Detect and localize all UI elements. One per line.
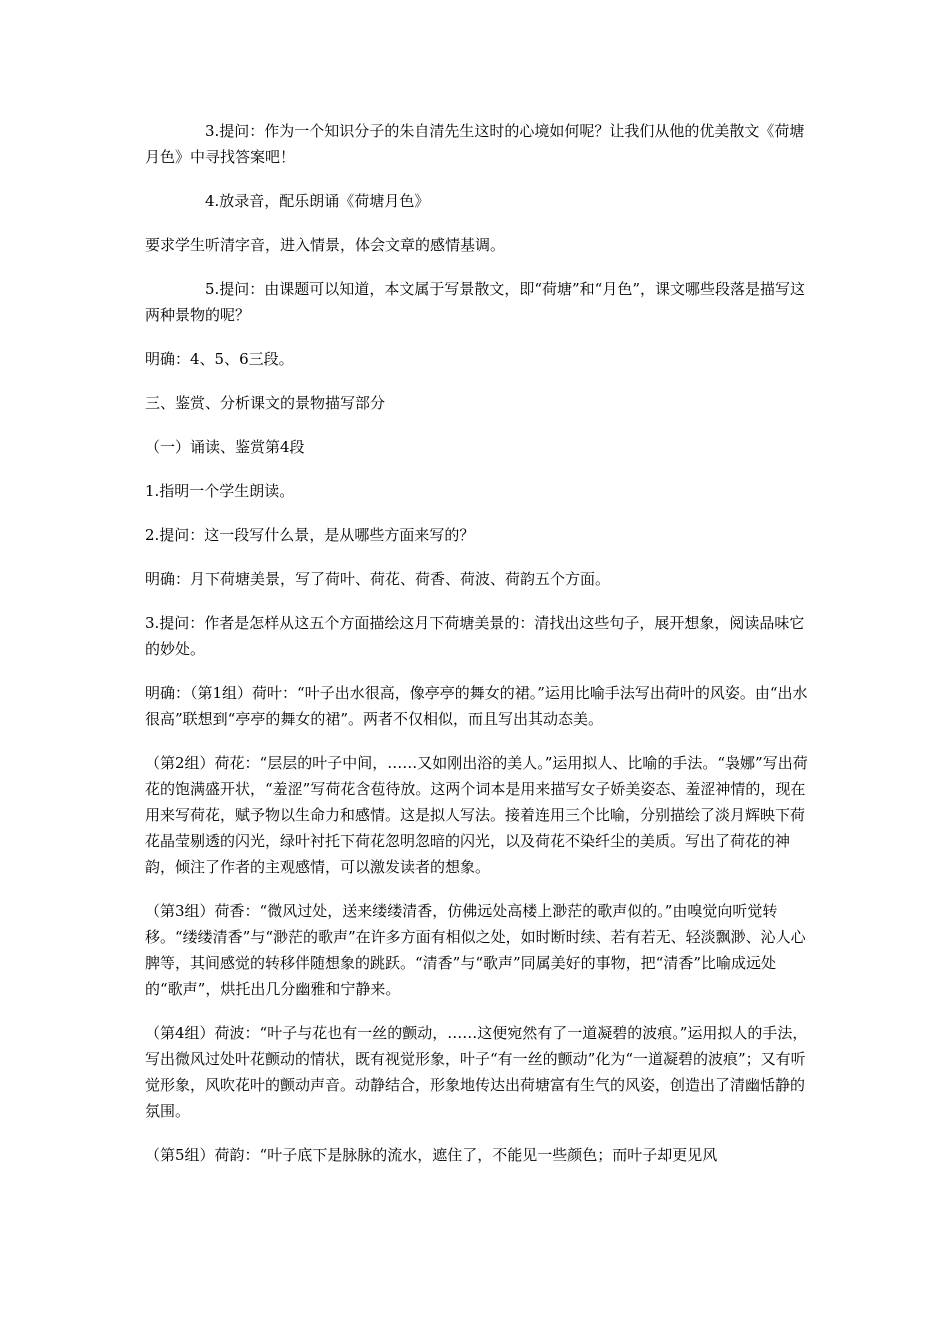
paragraph-step-3: 3.提问：作者是怎样从这五个方面描绘这月下荷塘美景的：清找出这些句子，展开想象，阅读品味它的妙处。 [145,614,805,658]
paragraph-answer-scenery: 明确：月下荷塘美景，写了荷叶、荷花、荷香、荷波、荷韵五个方面。 [145,570,611,588]
paragraph-group-4: （第4组）荷波：“叶子与花也有一丝的颤动，……这便宛然有了一道凝碧的波痕。”运用拟人的手法，写出微风过处叶花颤动的情状，既有视觉形象，叶子“有一丝的颤动”化为“一道凝碧的波痕”；又有听觉形象，风吹花叶的颤动声音。动静结合，形象地传达出荷塘富有生气的风姿，创造出了清幽恬静的氛围。 [145,1024,808,1120]
subsection-heading-1: （一）诵读、鉴赏第4段 [145,438,305,456]
paragraph-question-5: 5.提问：由课题可以知道，本文属于写景散文，即“荷塘”和“月色”，课文哪些段落是描写这两种景物的呢？ [145,280,805,324]
paragraph-group-5: （第5组）荷韵：“叶子底下是脉脉的流水，遮住了，不能见一些颜色；而叶子却更见风 [145,1146,718,1164]
paragraph-recording-4: 4.放录音，配乐朗诵《荷塘月色》 [205,192,430,210]
paragraph-step-1: 1.指明一个学生朗读。 [145,482,295,500]
paragraph-question-3: 3.提问：作为一个知识分子的朱自清先生这时的心境如何呢？让我们从他的优美散文《荷塘月色》中寻找答案吧！ [145,122,805,166]
document-page [145,118,810,1186]
paragraph-step-2: 2.提问：这一段写什么景，是从哪些方面来写的？ [145,526,475,544]
paragraph-group-2: （第2组）荷花：“层层的叶子中间，……又如刚出浴的美人。”运用拟人、比喻的手法。“袅娜”写出荷花的饱满盛开状，“羞涩”写荷花含苞待放。这两个词本是用来描写女子娇美姿态、羞涩神情的，现在用来写荷花，赋予物以生命力和感情。这是拟人写法。接着连用三个比喻，分别描绘了淡月辉映下荷花晶莹剔透的闪光，绿叶衬托下荷花忽明忽暗的闪光，以及荷花不染纤尘的美质。写出了荷花的神韵，倾注了作者的主观感情，可以激发读者的想象。 [145,754,808,876]
section-heading-3: 三、鉴赏、分析课文的景物描写部分 [145,394,386,412]
paragraph-group-3: （第3组）荷香：“微风过处，送来缕缕清香，仿佛远处高楼上渺茫的歌声似的。”由嗅觉向听觉转移。“缕缕清香”与“渺茫的歌声”在许多方面有相似之处，如时断时续、若有若无、轻淡飘渺、沁人心脾等，其间感觉的转移伴随想象的跳跃。“清香”与“歌声”同属美好的事物，把“清香”比喻成远处的“歌声”，烘托出几分幽雅和宁静来。 [145,902,806,998]
paragraph-answer-sections: 明确：4、5、6三段。 [145,350,294,368]
paragraph-group-1: 明确：（第1组）荷叶：“叶子出水很高，像亭亭的舞女的裙。”运用比喻手法写出荷叶的风姿。由“出水很高”联想到“亭亭的舞女的裙”。两者不仅相似，而且写出其动态美。 [145,684,808,728]
paragraph-requirement: 要求学生听清字音，进入情景，体会文章的感情基调。 [145,236,506,254]
